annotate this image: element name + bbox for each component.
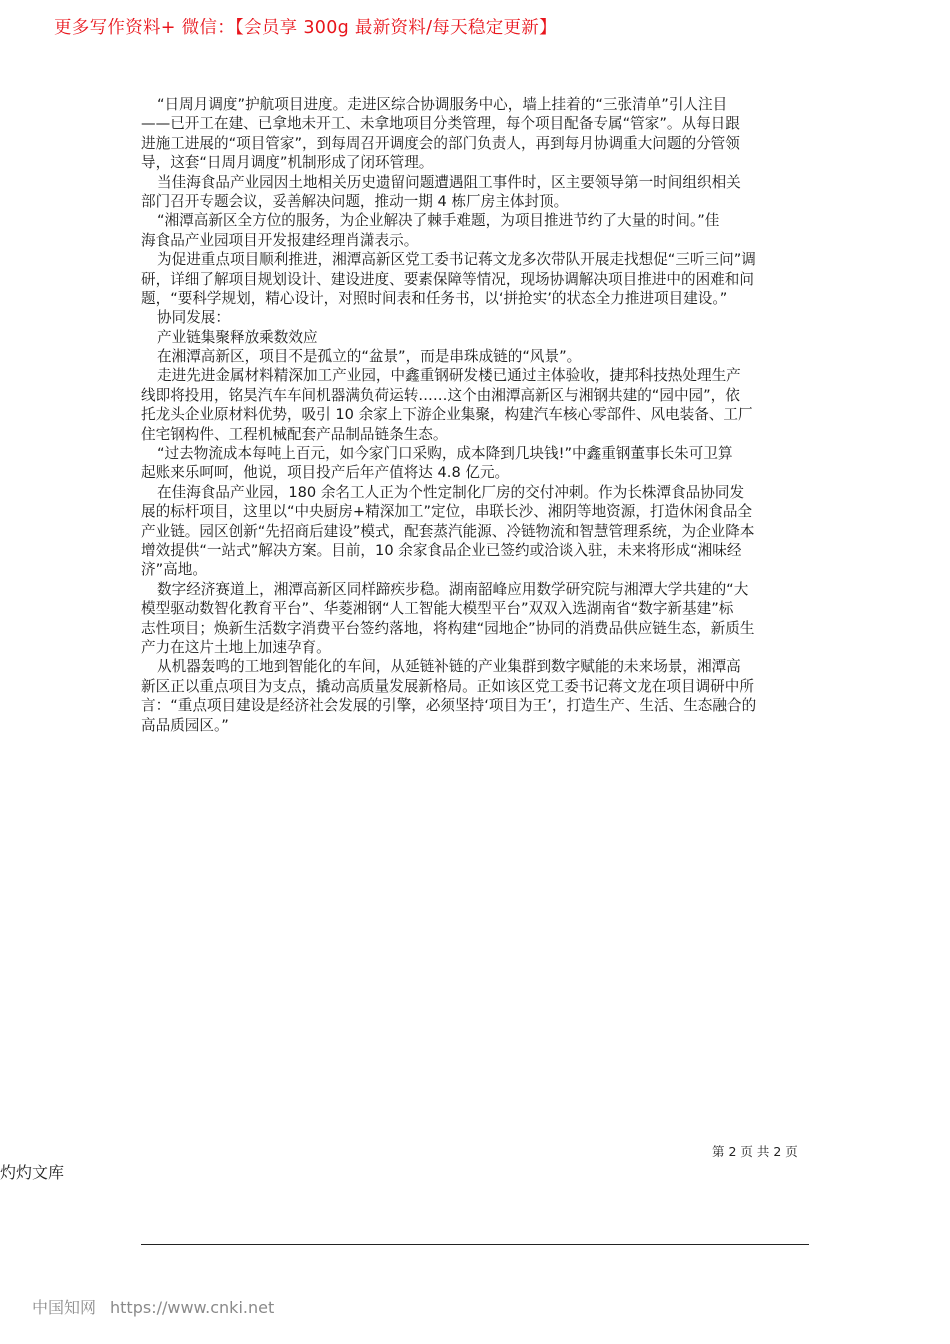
source-url: https://www.cnki.net xyxy=(110,1298,275,1317)
page-number: 第 2 页 共 2 页 xyxy=(712,1144,798,1159)
text-line: “日周月调度”护航项目进度。走进区综合协调服务中心，墙上挂着的“三张清单”引人注目 xyxy=(157,96,728,113)
text-line: 言：“重点项目建设是经济社会发展的引擎，必须坚持‘项目为王’，打造生产、生活、生态融合的 xyxy=(141,697,757,715)
text-line: 线即将投用，铭昊汽车车间机器满负荷运转……这个由湘潭高新区与湘钢共建的“园中园”，依 xyxy=(141,386,740,404)
paragraph xyxy=(141,366,841,444)
text-line: 进施工进展的“项目管家”，到每周召开调度会的部门负责人，再到每月协调重大问题的分管领 xyxy=(141,134,740,152)
text-line: 模型驱动数智化教育平台”、华菱湘钢“人工智能大模型平台”双双入选湖南省“数字新基建”标 xyxy=(141,600,734,618)
text-line: 协同发展： xyxy=(157,309,230,327)
footer-divider xyxy=(141,1244,809,1245)
text-line: 在佳海食品产业园，180 余名工人正为个性定制化厂房的交付冲刺。作为长株潭食品协同发 xyxy=(157,483,745,501)
text-line: “湘潭高新区全方位的服务，为企业解决了棘手难题，为项目推进节约了大量的时间。”佳 xyxy=(157,212,720,230)
text-line: ——已开工在建、已拿地未开工、未拿地项目分类管理，每个项目配备专属“管家”。从每日跟 xyxy=(141,115,740,133)
text-line: 数字经济赛道上，湘潭高新区同样蹄疾步稳。湖南韶峰应用数学研究院与湘潭大学共建的“大 xyxy=(157,580,749,598)
text-line: 产业链。园区创新“先招商后建设”模式，配套蒸汽能源、冷链物流和智慧管理系统，为企业降本 xyxy=(141,522,755,540)
text-line: 产业链集聚释放乘数效应 xyxy=(157,328,318,346)
text-line: 起账来乐呵呵，他说，项目投产后年产值将达 4.8 亿元。 xyxy=(141,464,510,482)
text-line: 高品质园区。” xyxy=(141,716,229,734)
section-subheading xyxy=(141,328,841,347)
text-line: 部门召开专题会议，妥善解决问题，推动一期 4 栋厂房主体封顶。 xyxy=(141,192,569,210)
text-line: 走进先进金属材料精深加工产业园，中鑫重钢研发楼已通过主体验收，捷邦科技热处理生产 xyxy=(157,367,741,385)
text-line: 为促进重点项目顺利推进，湘潭高新区党工委书记蒋文龙多次带队开展走找想促“三听三问”调 xyxy=(157,251,756,269)
paragraph xyxy=(141,483,841,580)
text-line: “过去物流成本每吨上百元，如今家门口采购，成本降到几块钱!”中鑫重钢董事长朱可卫算 xyxy=(157,445,733,463)
section-heading xyxy=(141,308,841,327)
paragraph xyxy=(141,657,841,735)
paragraph xyxy=(141,444,841,483)
paragraph xyxy=(141,173,841,212)
text-line: 志性项目；焕新生活数字消费平台签约落地，将构建“园地企”协同的消费品供应链生态，新质生 xyxy=(141,619,755,637)
text-line: 从机器轰鸣的工地到智能化的车间，从延链补链的产业集群到数字赋能的未来场景，湘潭高 xyxy=(157,658,741,676)
source-name: 中国知网 xyxy=(32,1298,97,1317)
text-line: 新区正以重点项目为支点，撬动高质量发展新格局。正如该区党工委书记蒋文龙在项目调研中所 xyxy=(141,677,754,695)
paragraph xyxy=(141,347,841,366)
text-line: 当佳海食品产业园因土地相关历史遗留问题遭遇阻工事件时，区主要领导第一时间组织相关 xyxy=(157,173,741,191)
library-name: 灼灼文库 xyxy=(0,1163,65,1182)
text-line: 在湘潭高新区，项目不是孤立的“盆景”，而是串珠成链的“风景”。 xyxy=(157,348,582,366)
source-watermark xyxy=(32,1295,274,1318)
text-line: 产力在这片土地上加速孕育。 xyxy=(141,638,331,656)
text-line: 题，“要科学规划，精心设计，对照时间表和任务书，以‘拼抢实’的状态全力推进项目建设。” xyxy=(141,289,728,307)
promo-banner: 更多写作资料+ 微信：【会员享 300g 最新资料/每天稳定更新】 xyxy=(54,18,557,38)
text-line: 展的标杆项目，这里以“中央厨房+精深加工”定位，串联长沙、湘阴等地资源，打造休闲食品全 xyxy=(141,503,753,521)
text-line: 住宅钢构件、工程机械配套产品制品链条生态。 xyxy=(141,425,448,443)
text-line: 海食品产业园项目开发报建经理肖潇表示。 xyxy=(141,231,419,249)
paragraph xyxy=(141,580,841,658)
text-line: 托龙头企业原材料优势，吸引 10 余家上下游企业集聚，构建汽车核心零部件、风电装备、工厂 xyxy=(141,406,753,424)
text-line: 济”高地。 xyxy=(141,561,207,579)
paragraph xyxy=(141,250,841,308)
paragraph xyxy=(141,95,841,173)
text-line: 增效提供“一站式”解决方案。目前，10 余家食品企业已签约或洽谈入驻，未来将形成“湘味经 xyxy=(141,541,742,559)
article-body xyxy=(141,95,841,735)
paragraph xyxy=(141,211,841,250)
text-line: 研，详细了解项目规划设计、建设进度、要素保障等情况，现场协调解决项目推进中的困难和问 xyxy=(141,270,754,288)
text-line: 导，这套“日周月调度”机制形成了闭环管理。 xyxy=(141,154,434,172)
